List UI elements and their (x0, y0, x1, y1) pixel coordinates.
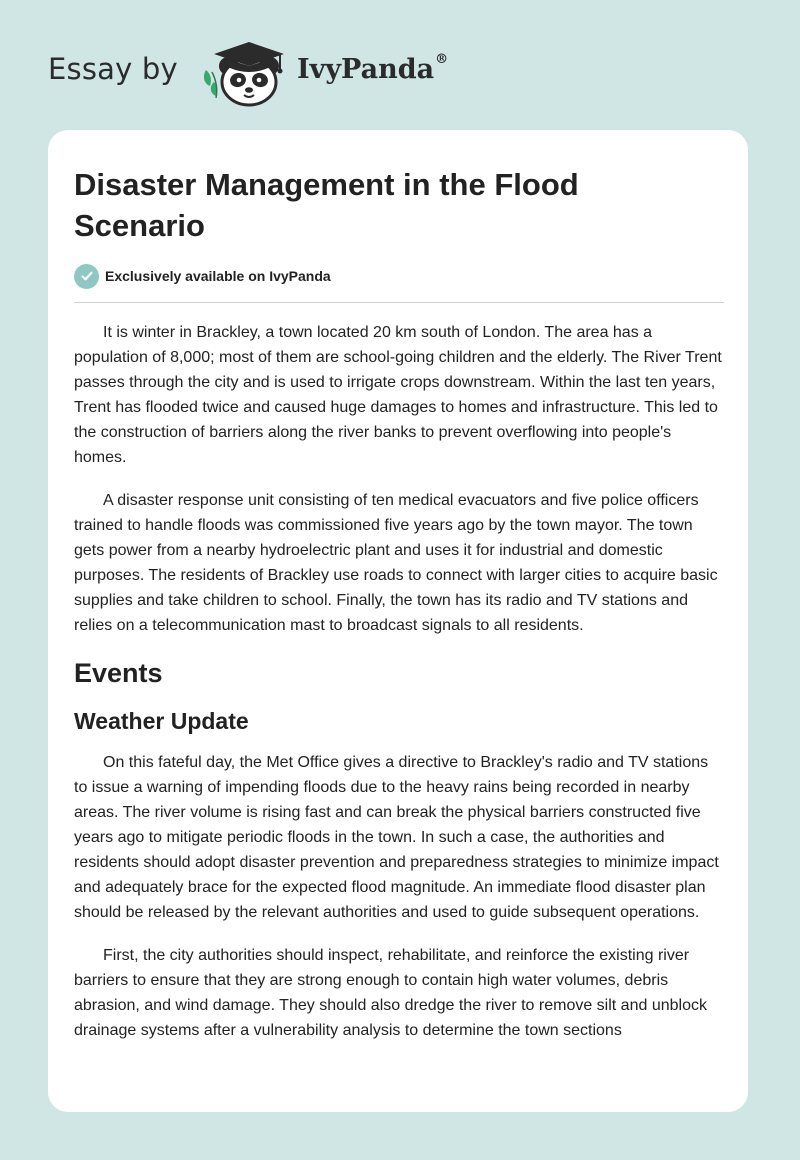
check-circle-icon (74, 264, 99, 289)
article-card (48, 130, 748, 1112)
paragraph: A disaster response unit consisting of ten medical evacuators and five police officers trained to handle floods was commissioned five years ago by the town mayor. The town gets power from a nearby hydroelectric plant and uses it for industrial and domestic purposes. The residents of Brackley use roads to connect with larger cities to acquire basic supplies and take children to school. Finally, the town has its radio and TV stations and relies on a telecommunication mast to broadcast signals to all residents. (74, 492, 718, 634)
site-header (0, 0, 800, 130)
exclusive-text: Exclusively available on IvyPanda (105, 268, 331, 284)
divider (74, 302, 724, 303)
article-content (74, 320, 724, 1061)
brand-name-text: IvyPanda (297, 54, 435, 85)
paragraph: First, the city authorities should inspect, rehabilitate, and reinforce the existing river barriers to ensure that they are strong enough to contain high water volumes, debris abrasion, and wind damage. They should also dredge the river to remove silt and unblock drainage systems after a vulnerability analysis to determine the town sections (74, 947, 707, 1039)
section-heading-events: Events (74, 658, 163, 688)
brand-name[interactable] (297, 54, 448, 85)
panda-graduate-icon[interactable] (200, 36, 292, 108)
article-title: Disaster Management in the Flood Scenario (74, 167, 579, 243)
paragraph: On this fateful day, the Met Office gives a directive to Brackley's radio and TV stations to issue a warning of impending floods due to the heavy rains being recorded in nearby areas. The river volume is rising fast and can break the physical barriers constructed five years ago to mitigate periodic floods in the town. In such a case, the authorities and residents should adopt disaster prevention and preparedness strategies to minimize impact and adequately brace for the expected flood magnitude. An immediate flood disaster plan should be released by the relevant authorities and used to guide subsequent operations. (74, 754, 719, 921)
essay-by-label: Essay by (48, 52, 178, 86)
exclusive-badge (74, 263, 331, 289)
registered-mark: ® (435, 52, 449, 67)
paragraph: It is winter in Brackley, a town located 20 km south of London. The area has a population of 8,000; most of them are school-going children and the elderly. The River Trent passes through the city and is used to irrigate crops downstream. Within the last ten years, Trent has flooded twice and caused huge damages to homes and infrastructure. This led to the construction of barriers along the river banks to prevent overflowing into people's homes. (74, 324, 722, 466)
subsection-heading-weather-update: Weather Update (74, 708, 249, 734)
